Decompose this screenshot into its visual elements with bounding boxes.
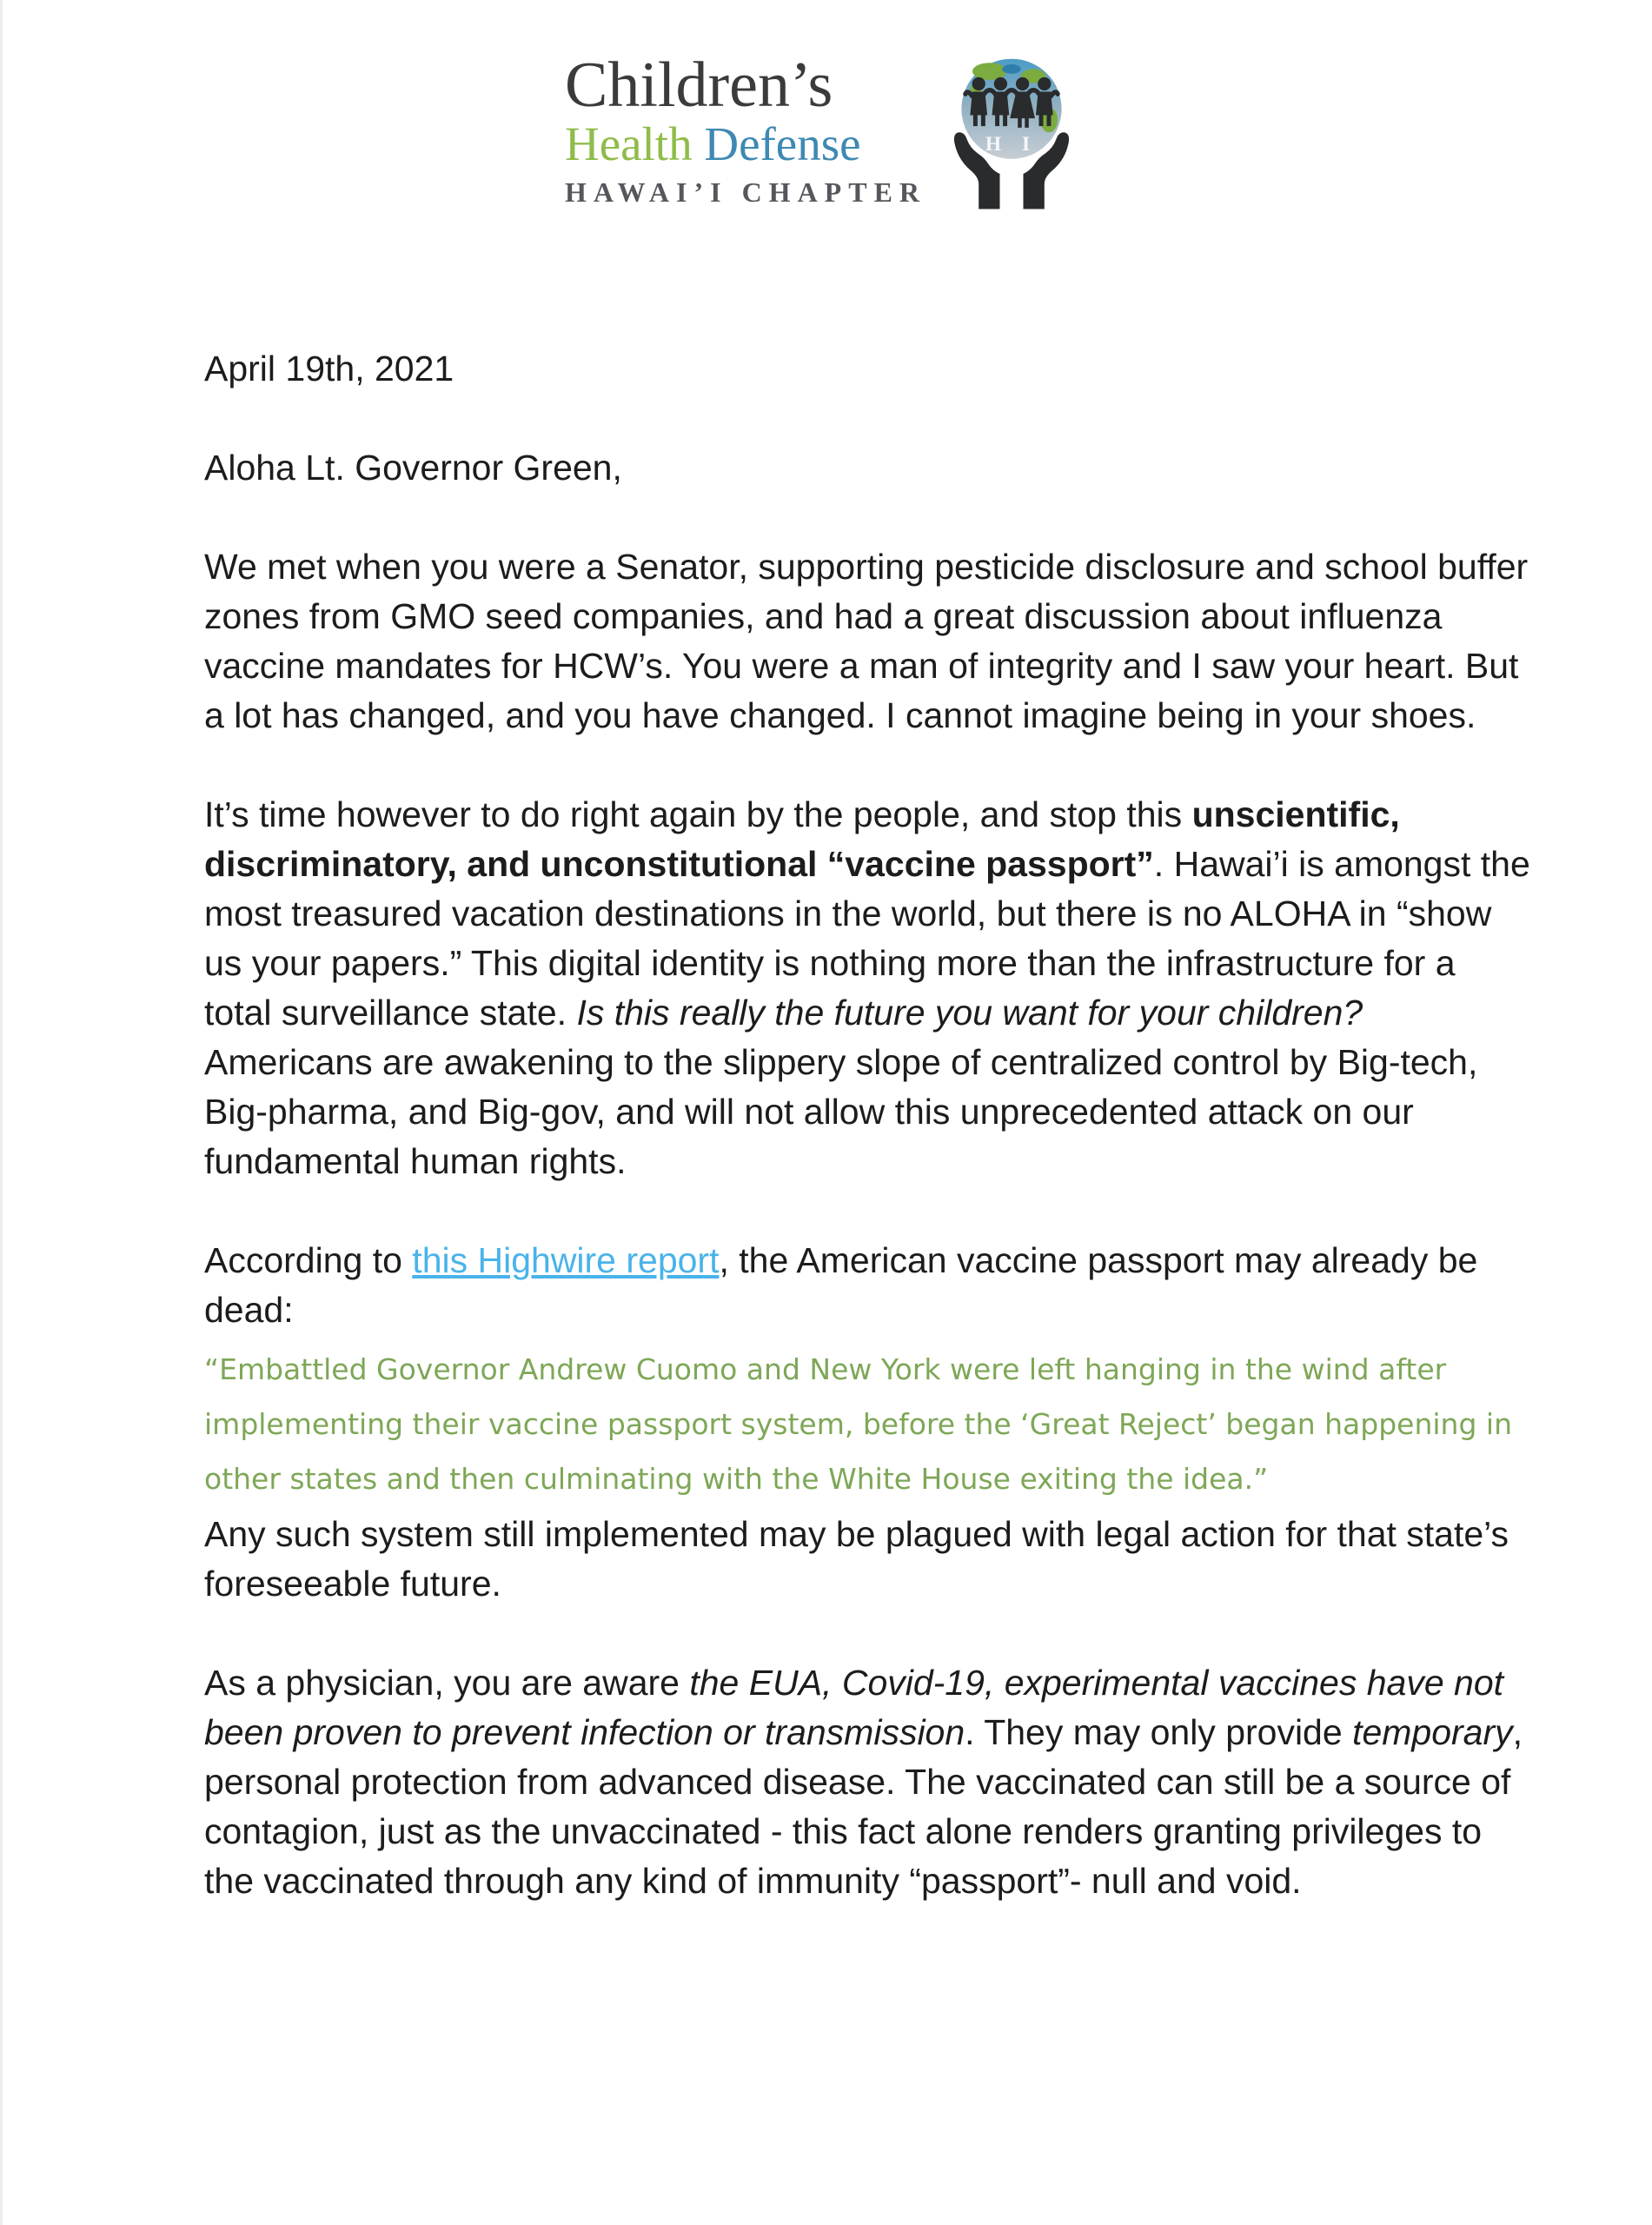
text-run: We met when you were a Senator, supporting pesticide disclosure and school buffer zones from GMO seed companies, and had a great discussion about influenza vaccine mandates for HCW’s. You were a man of integrity and I saw your heart. But a lot has changed, and you have changed. I cannot imagine being in your shoes. bbox=[204, 547, 1529, 735]
logo-word-health: Health bbox=[564, 116, 693, 170]
text-run: . Hawai’i is amongst the most treasured vacation destinations in the world, but there is no ALOHA in “show us your papers.” This digital identity is nothing more than the infrastructure for a total surveillance state. bbox=[204, 844, 1530, 1033]
letter-salutation: Aloha Lt. Governor Green, bbox=[204, 448, 622, 488]
text-run: . They may only provide bbox=[965, 1712, 1353, 1752]
logo-word-defense: Defense bbox=[704, 116, 861, 170]
logo-line-health-defense bbox=[564, 116, 926, 170]
text-run: It’s time however to do right again by the people, and stop this bbox=[204, 794, 1192, 834]
text-run: According to bbox=[204, 1240, 413, 1280]
text-run: , the American vaccine passport may already be dead: bbox=[204, 1240, 1478, 1330]
text-run: the EUA, Covid-19, experimental vaccines have not been proven to prevent infection or transmission bbox=[204, 1663, 1504, 1752]
text-run: Americans are awakening to the slippery slope of centralized control by Big-tech, Big-pharma, and Big-gov, and will not allow this unprecedented attack on our fundamental human rights. bbox=[204, 1042, 1478, 1181]
letter-date: April 19th, 2021 bbox=[204, 349, 454, 389]
paragraph bbox=[204, 1236, 1530, 1335]
highwire-report-link[interactable]: this Highwire report bbox=[412, 1240, 720, 1280]
logo-header bbox=[3, 48, 1652, 214]
text-run: temporary bbox=[1352, 1712, 1513, 1752]
text-run: , personal protection from advanced disease. The vaccinated can still be a source of contagion, just as the unvaccinated - this fact alone renders granting privileges to the vaccinated through any kind of immunity “passport”- null and void. bbox=[204, 1712, 1523, 1901]
text-run: As a physician, you are aware bbox=[204, 1663, 690, 1703]
logo-line-childrens: Children’s bbox=[564, 50, 833, 122]
letter-body bbox=[204, 542, 1530, 1906]
logo-line-chapter: HAWAI’I CHAPTER bbox=[564, 176, 927, 208]
text-run: Is this really the future you want for your children? bbox=[576, 993, 1363, 1033]
icon-hi-label: H I bbox=[985, 133, 1038, 156]
logo-wordmark bbox=[564, 50, 927, 208]
org-logo bbox=[565, 48, 1090, 214]
paragraph bbox=[204, 1658, 1530, 1906]
paragraph bbox=[204, 790, 1530, 1186]
text-run: unscientific, discriminatory, and unconstitutional “vaccine passport” bbox=[204, 794, 1400, 884]
paragraph bbox=[204, 542, 1530, 741]
letter-content bbox=[3, 344, 1652, 1906]
text-run: Any such system still implemented may be plagued with legal action for that state’s foreseeable future. bbox=[204, 1514, 1509, 1604]
globe-in-hands-icon bbox=[933, 48, 1090, 214]
text-run: “Embattled Governor Andrew Cuomo and New York were left hanging in the wind after implementing their vaccine passport system, before the ‘Great Reject’ began happening in other states and then culminating with the White House exiting the idea.” bbox=[204, 1352, 1512, 1496]
paragraph bbox=[204, 1510, 1530, 1609]
pull-quote bbox=[204, 1342, 1530, 1506]
globe-ocean-patch bbox=[1002, 64, 1021, 74]
